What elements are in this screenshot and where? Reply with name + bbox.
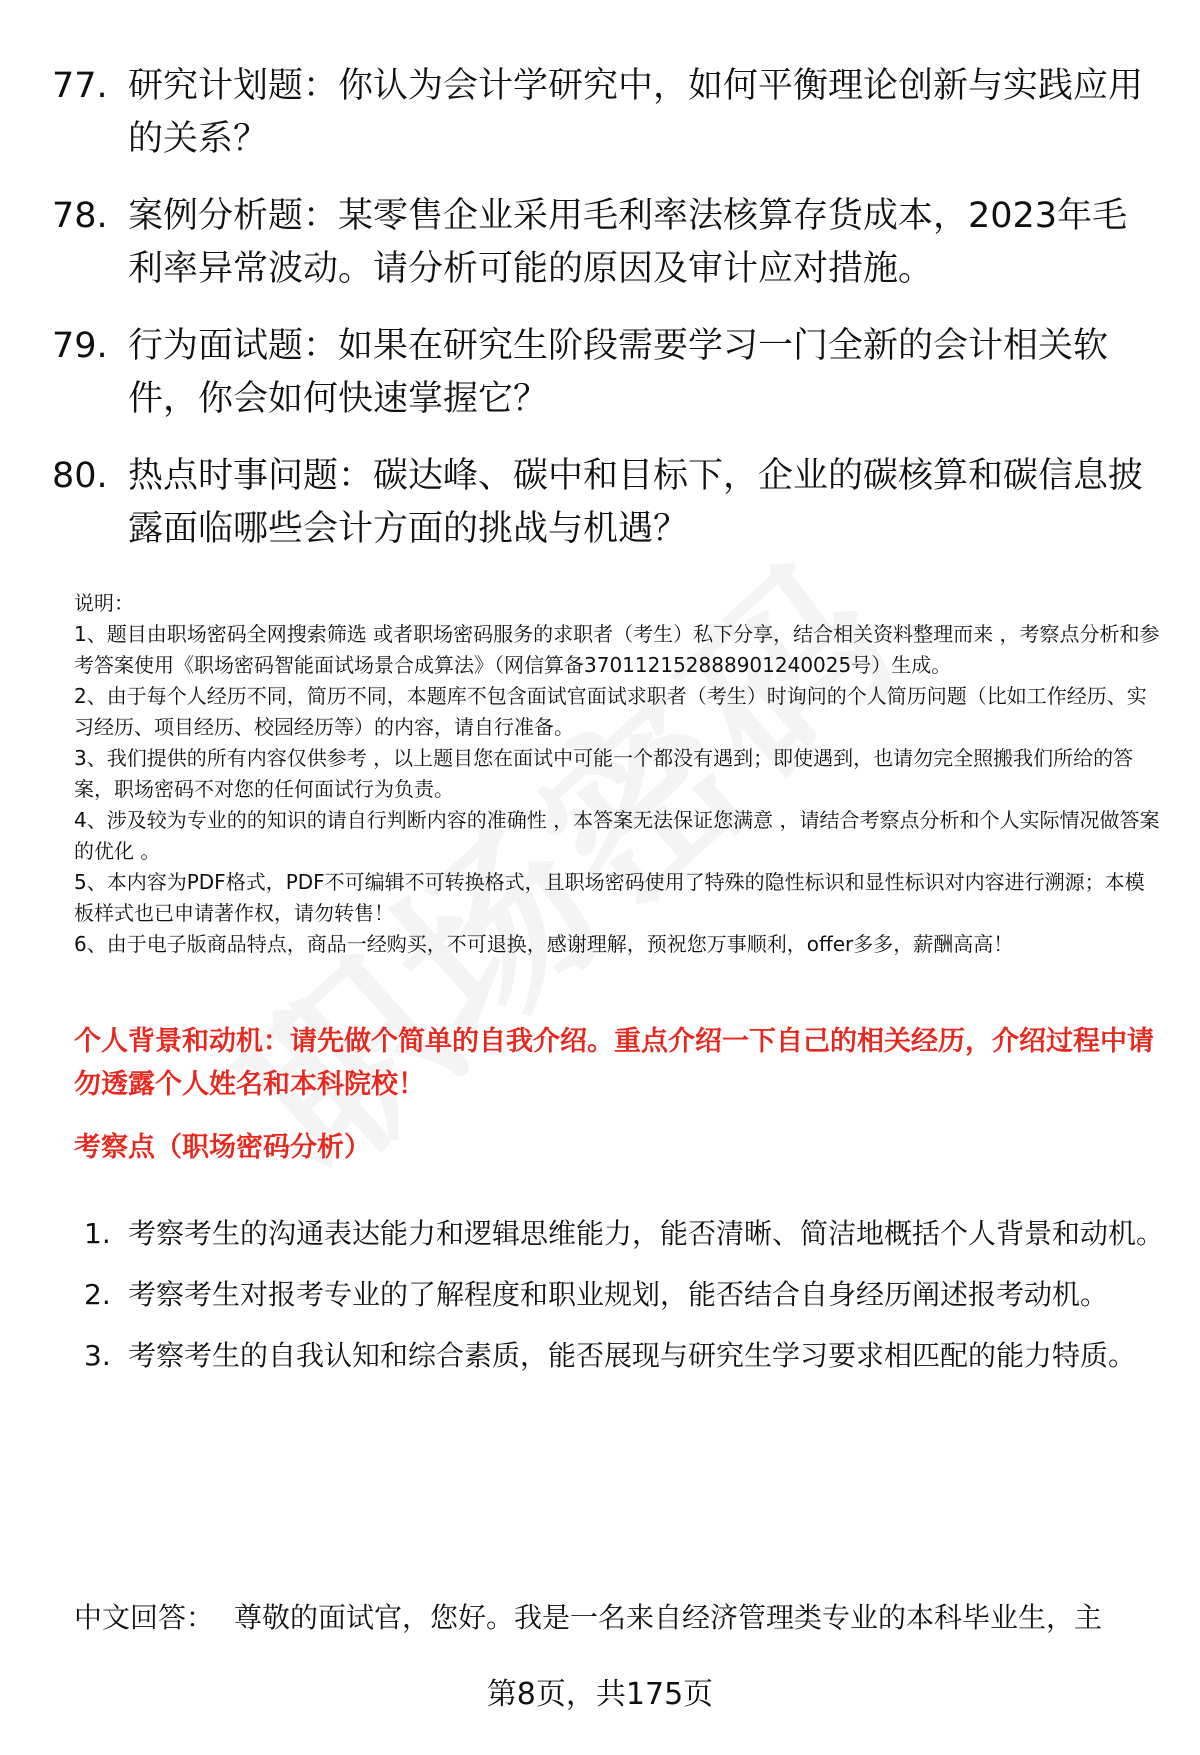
question-item xyxy=(52,60,1162,166)
note-item: 2、由于每个人经历不同，简历不同，本题库不包含面试官面试求职者（考生）时询问的个人简历问题（比如工作经历、实习经历、项目经历、校园经历等）的内容，请自行准备。 xyxy=(74,684,1147,739)
question-number: 79. xyxy=(52,326,108,366)
question-text: 热点时事问题：碳达峰、碳中和目标下，企业的碳核算和碳信息披露面临哪些会计方面的挑战与机遇？ xyxy=(128,456,1144,549)
note-item: 3、我们提供的所有内容仅供参考 ，以上题目您在面试中可能一个都没有遇到；即使遇到，也请勿完全照搬我们所给的答案，职场密码不对您的任何面试行为负责。 xyxy=(74,746,1134,801)
note-item: 6、由于电子版商品特点，商品一经购买，不可退换，感谢理解，预祝您万事顺利，offer多多，薪酬高高！ xyxy=(74,932,1014,956)
analysis-points-list xyxy=(84,1205,1164,1388)
point-text: 考察考生的自我认知和综合素质，能否展现与研究生学习要求相匹配的能力特质。 xyxy=(128,1339,1137,1372)
question-number: 77. xyxy=(52,66,108,106)
point-text: 考察考生的沟通表达能力和逻辑思维能力，能否清晰、简洁地概括个人背景和动机。 xyxy=(128,1217,1165,1250)
note-item: 5、本内容为PDF格式，PDF不可编辑不可转换格式，且职场密码使用了特殊的隐性标识和显性标识对内容进行溯源；本模板样式也已申请著作权，请勿转售！ xyxy=(74,870,1145,925)
page-footer: 第8页，共175页 xyxy=(486,1677,714,1712)
notes-title: 说明： xyxy=(74,591,134,615)
note-item: 1、题目由职场密码全网搜索筛选 或者职场密码服务的求职者（考生）私下分享，结合相关资料整理而来 ，考察点分析和参考答案使用《职场密码智能面试场景合成算法》（网信算备370112152888901240025号）生成。 xyxy=(74,622,1160,677)
analysis-point xyxy=(84,1327,1164,1385)
question-number: 78. xyxy=(52,196,108,236)
answer-text: 尊敬的面试官，您好。我是一名来自经济管理类专业的本科毕业生，主 xyxy=(234,1601,1103,1634)
point-number: 2. xyxy=(84,1278,111,1311)
notes-section xyxy=(74,588,1164,960)
question-text: 研究计划题：你认为会计学研究中，如何平衡理论创新与实践应用的关系？ xyxy=(128,66,1144,159)
analysis-section-title: 考察点（职场密码分析） xyxy=(74,1132,371,1163)
answer-paragraph xyxy=(74,1597,1164,1639)
question-text: 行为面试题：如果在研究生阶段需要学习一门全新的会计相关软件，你会如何快速掌握它？ xyxy=(128,326,1109,419)
point-number: 1. xyxy=(84,1217,111,1250)
analysis-point xyxy=(84,1266,1164,1324)
point-text: 考察考生对报考专业的了解程度和职业规划，能否结合自身经历阐述报考动机。 xyxy=(128,1278,1109,1311)
question-number: 80. xyxy=(52,456,108,496)
question-list xyxy=(52,60,1162,580)
analysis-point xyxy=(84,1205,1164,1263)
question-item xyxy=(52,190,1162,296)
question-text: 案例分析题：某零售企业采用毛利率法核算存货成本，2023年毛利率异常波动。请分析可能的原因及审计应对措施。 xyxy=(128,196,1128,289)
question-item xyxy=(52,320,1162,426)
point-number: 3. xyxy=(84,1339,111,1372)
answer-label: 中文回答： xyxy=(74,1601,215,1634)
note-item: 4、涉及较为专业的的知识的请自行判断内容的准确性 ，本答案无法保证您满意 ，请结合考察点分析和个人实际情况做答案的优化 。 xyxy=(74,808,1160,863)
interview-prompt: 个人背景和动机：请先做个简单的自我介绍。重点介绍一下自己的相关经历，介绍过程中请勿透露个人姓名和本科院校！ xyxy=(74,1026,1154,1100)
question-item xyxy=(52,450,1162,556)
